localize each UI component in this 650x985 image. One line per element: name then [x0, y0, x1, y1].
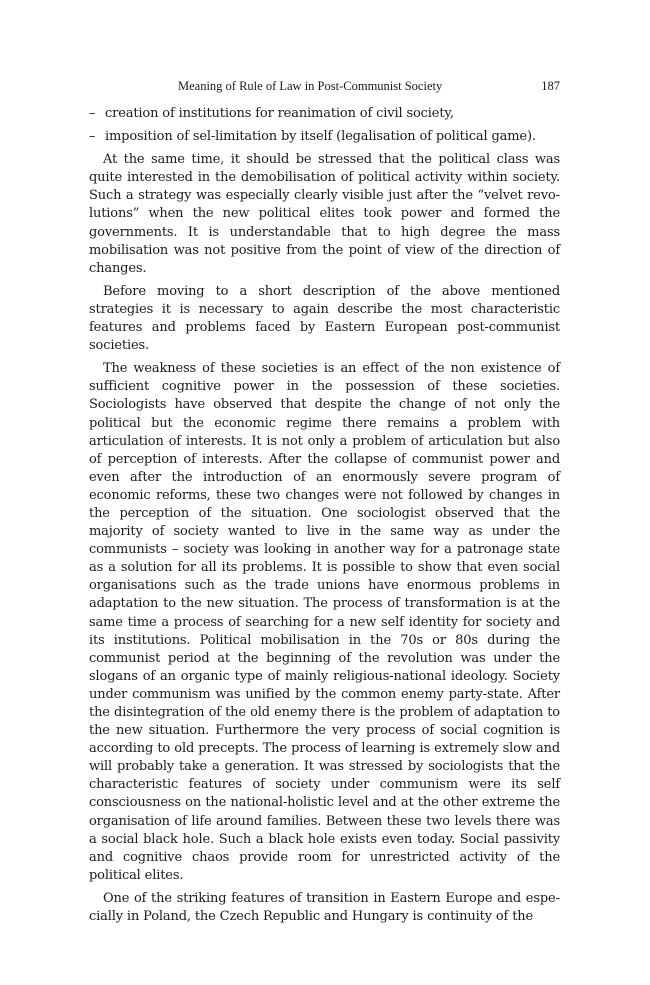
list-item-text: imposition of sel-limitation by itself (legalisation of political game). — [105, 129, 536, 145]
paragraph: One of the striking features of transition in Eastern Europe and especially in Poland, the Czech Republic and Hungary is continuity of the — [89, 890, 560, 925]
list-item — [89, 105, 560, 123]
paragraph: At the same time, it should be stressed that the political class was quite interested in the demobilisation of political activity within society. Such a strategy was especially clearly visible just after the “velvet revolutions” when the new political elites took power and formed the governments. It is understandable that to high degree the mass mobilisation was not positive from the point of view of the direction of changes. — [89, 152, 560, 276]
paragraph: Before moving to a short description of the above mentioned strategies it is necessary to again describe the most characteristic features and problems faced by Eastern European post-communist societies. — [89, 283, 560, 354]
paragraph: The weakness of these societies is an effect of the non existence of sufficient cognitive power in the possession of these societies. Sociologists have observed that despite the change of not only the political but the economic regime there remains a problem with articulation of interests. It is not only a problem of articulation but also of perception of interests. After the collapse of communist power and even after the introduction of an enormously severe program of economic reforms, these two changes were not followed by changes in the perception of the situation. One sociologist observed that the majority of society wanted to live in the same way as under the communists – society was looking in another way for a patronage state as a solution for all its problems. It is possible to show that even social organisations such as the trade unions have enormous problems in adaptation to the new situation. The process of transformation is at the same time a process of searching for a new self identity for society and its institutions. Political mobilisation in the 70s or 80s during the communist period at the beginning of the revolution was under the slogans of an organic type of mainly religious-national ideology. Society under communism was unified by the common enemy party-state. After the disintegration of the old enemy there is the problem of adaptation to the new situation. Furthermore the very process of social cognition is according to old precepts. The process of learning is extremely slow and will probably take a generation. It was stressed by sociologists that the characteristic features of society under communism were its self consciousness on the national-holistic level and at the other extreme the organisation of life around families. Between these two levels there was a social black hole. Such a black hole exists even today. Social passivity and cognitive chaos provide room for unrestricted activity of the political elites. — [89, 361, 560, 883]
list-item — [89, 128, 560, 146]
page-number: 187 — [541, 79, 560, 93]
body-text — [89, 105, 560, 931]
list-dash: – — [89, 129, 96, 145]
list-item-text: creation of institutions for reanimation of civil society, — [105, 106, 454, 121]
running-head-title: Meaning of Rule of Law in Post-Communist Society — [178, 79, 443, 93]
list-dash: – — [89, 106, 96, 121]
